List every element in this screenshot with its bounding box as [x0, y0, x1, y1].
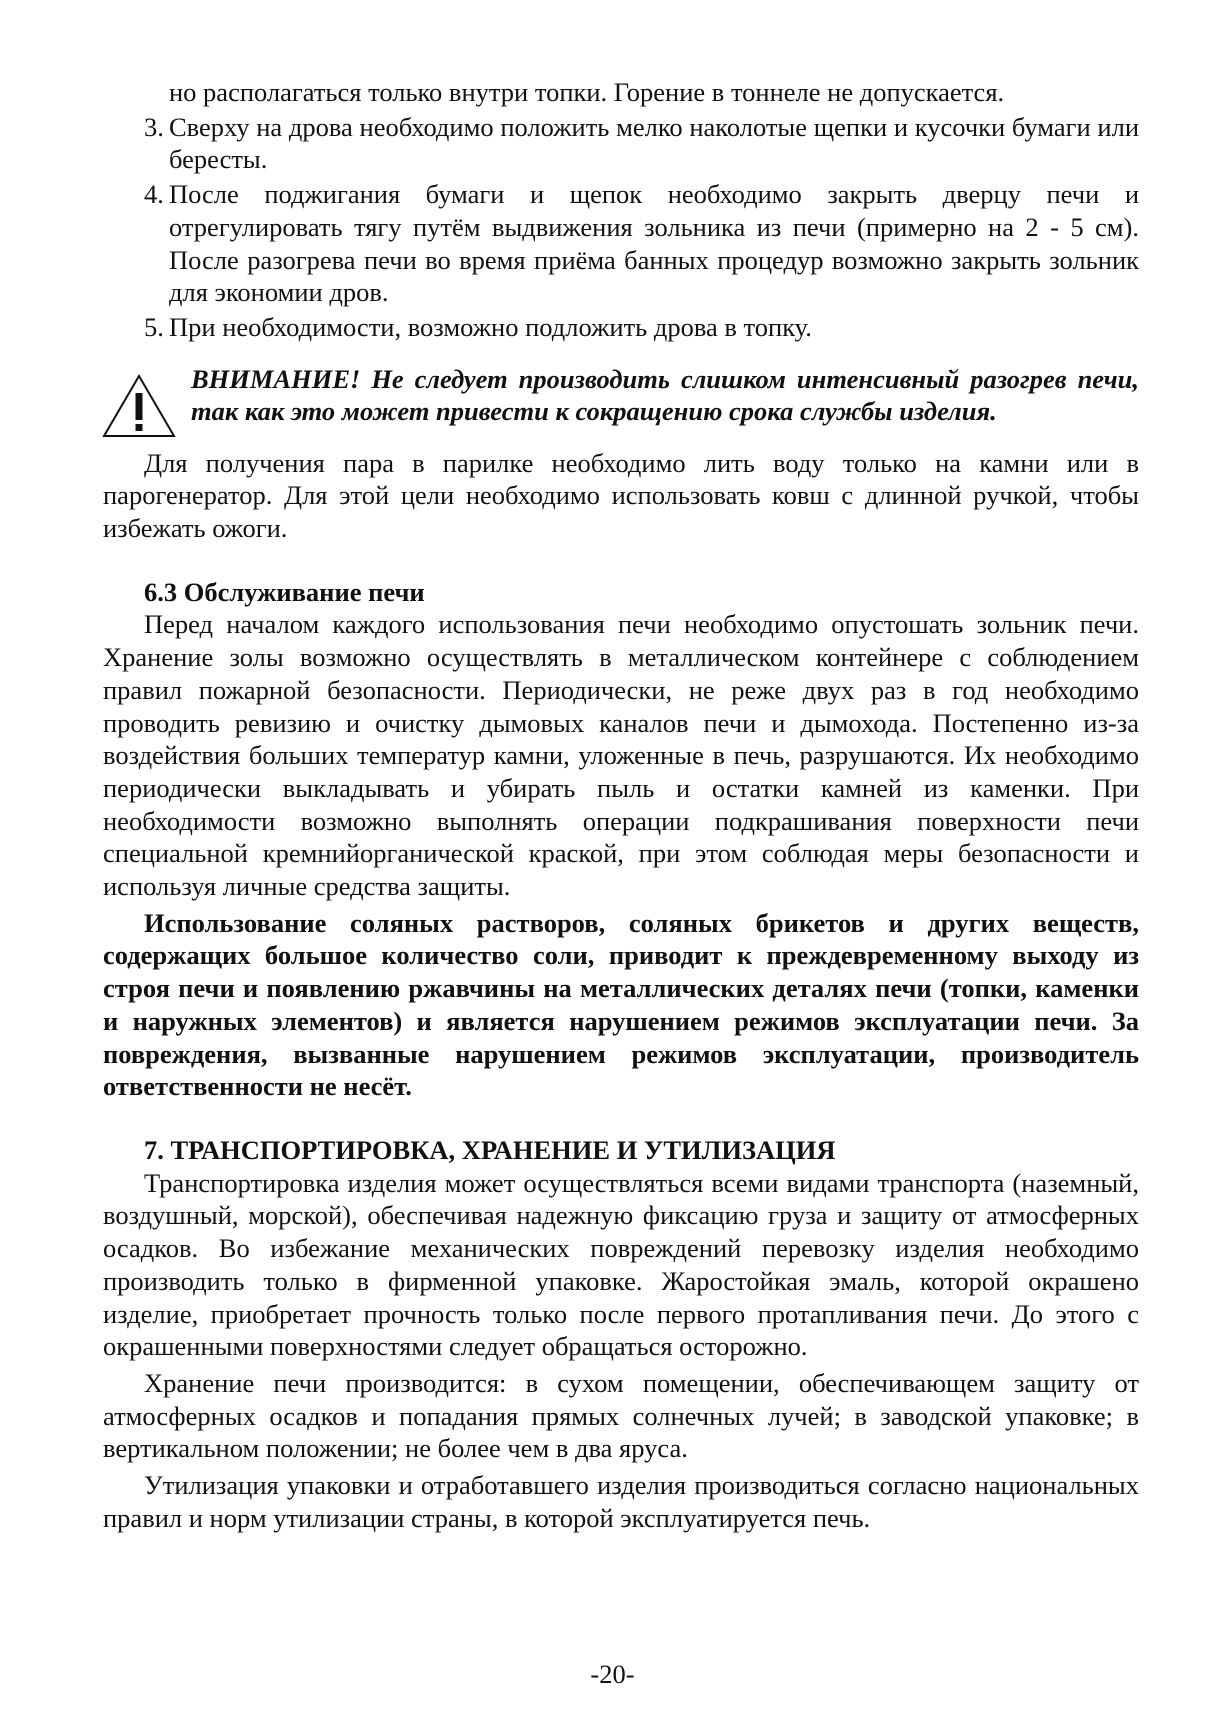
document-page: [103, 76, 1139, 1534]
list-item: [103, 178, 1139, 309]
list-item-number: 3.: [144, 111, 164, 142]
section-6-3-heading: 6.3 Обслуживание печи: [144, 576, 425, 607]
section-7-heading: 7. ТРАНСПОРТИРОВКА, ХРАНЕНИЕ И УТИЛИЗАЦИЯ: [144, 1134, 836, 1165]
list-item-text: После поджигания бумаги и щепок необходимо закрыть дверцу печи и отрегулировать тягу путём выдвижения зольника из печи (примерно на 2 - 5 см). После разогрева печи во время приёма банных процедур возможно закрыть зольник для экономии дров.: [169, 179, 1139, 308]
list-item-number: 4.: [144, 179, 164, 210]
list-item-number: 5.: [144, 311, 164, 342]
disposal-paragraph: Утилизация упаковки и отработавшего изделия производиться согласно национальных правил и норм утилизации страны, в которой эксплуатируется печь.: [103, 1470, 1139, 1533]
salt-notice: Использование соляных растворов, соляных брикетов и других веществ, содержащих большое количество соли, приводит к преждевременному выходу из строя печи и появлению ржавчины на металлических деталях печи (топки, каменки и наружных элементов) и является нарушением режимов эксплуатации печи. За повреждения, вызванные нарушением режимов эксплуатации, производитель ответственности не несёт.: [103, 907, 1139, 1102]
list-item: [103, 311, 1139, 344]
steam-paragraph: Для получения пара в парилке необходимо лить воду только на камни или в парогенератор. Для этой цели необходимо использовать ковш с длинной ручкой, чтобы избежать ожоги.: [103, 447, 1139, 544]
warning-text: ВНИМАНИЕ! Не следует производить слишком интенсивный разогрев печи, так как это может привести к сокращению срока службы изделия.: [191, 363, 1139, 427]
transport-paragraph: Транспортировка изделия может осуществляться всеми видами транспорта (наземный, воздушный, морской), обеспечивая надежную фиксацию груза и защиту от атмосферных осадков. Во избежание механических повреждений перевозку изделия необходимо производить только в фирменной упаковке. Жаростойкая эмаль, которой окрашено изделие, приобретает прочность только после первого протапливания печи. До этого с окрашенными поверхностями следует обращаться осторожно.: [103, 1167, 1139, 1362]
warning-block: [103, 363, 1139, 428]
storage-paragraph: Хранение печи производится: в сухом помещении, обеспечивающем защиту от атмосферных осадков и попадания прямых солнечных лучей; в заводской упаковке; в вертикальном положении; не более чем в два яруса.: [103, 1367, 1139, 1464]
section-6-3-body: Перед началом каждого использования печи необходимо опустошать зольник печи. Хранение золы возможно осуществлять в металлическом контейнере с соблюдением правил пожарной безопасности. Периодически, не реже двух раз в год необходимо проводить ревизию и очистку дымовых каналов печи и дымохода. Постепенно из-за воздействия больших температур камни, уложенные в печь, разрушаются. Их необходимо периодически выкладывать и убирать пыль и остатки камней из каменки. При необходимости возможно выполнять операции подкрашивания поверхности печи специальной кремнийорганической краской, при этом соблюдая меры безопасности и используя личные средства защиты.: [103, 609, 1139, 902]
list-continuation: но располагаться только внутри топки. Горение в тоннеле не допускается.: [169, 77, 1005, 107]
list-item-text: При необходимости, возможно подложить дрова в топку.: [169, 311, 812, 342]
warning-triangle-icon: [102, 373, 176, 439]
list-item-text: Сверху на дрова необходимо положить мелко наколотые щепки и кусочки бумаги или бересты.: [169, 111, 1139, 175]
list-item: [103, 111, 1139, 176]
page-number: -20-: [590, 1659, 635, 1689]
